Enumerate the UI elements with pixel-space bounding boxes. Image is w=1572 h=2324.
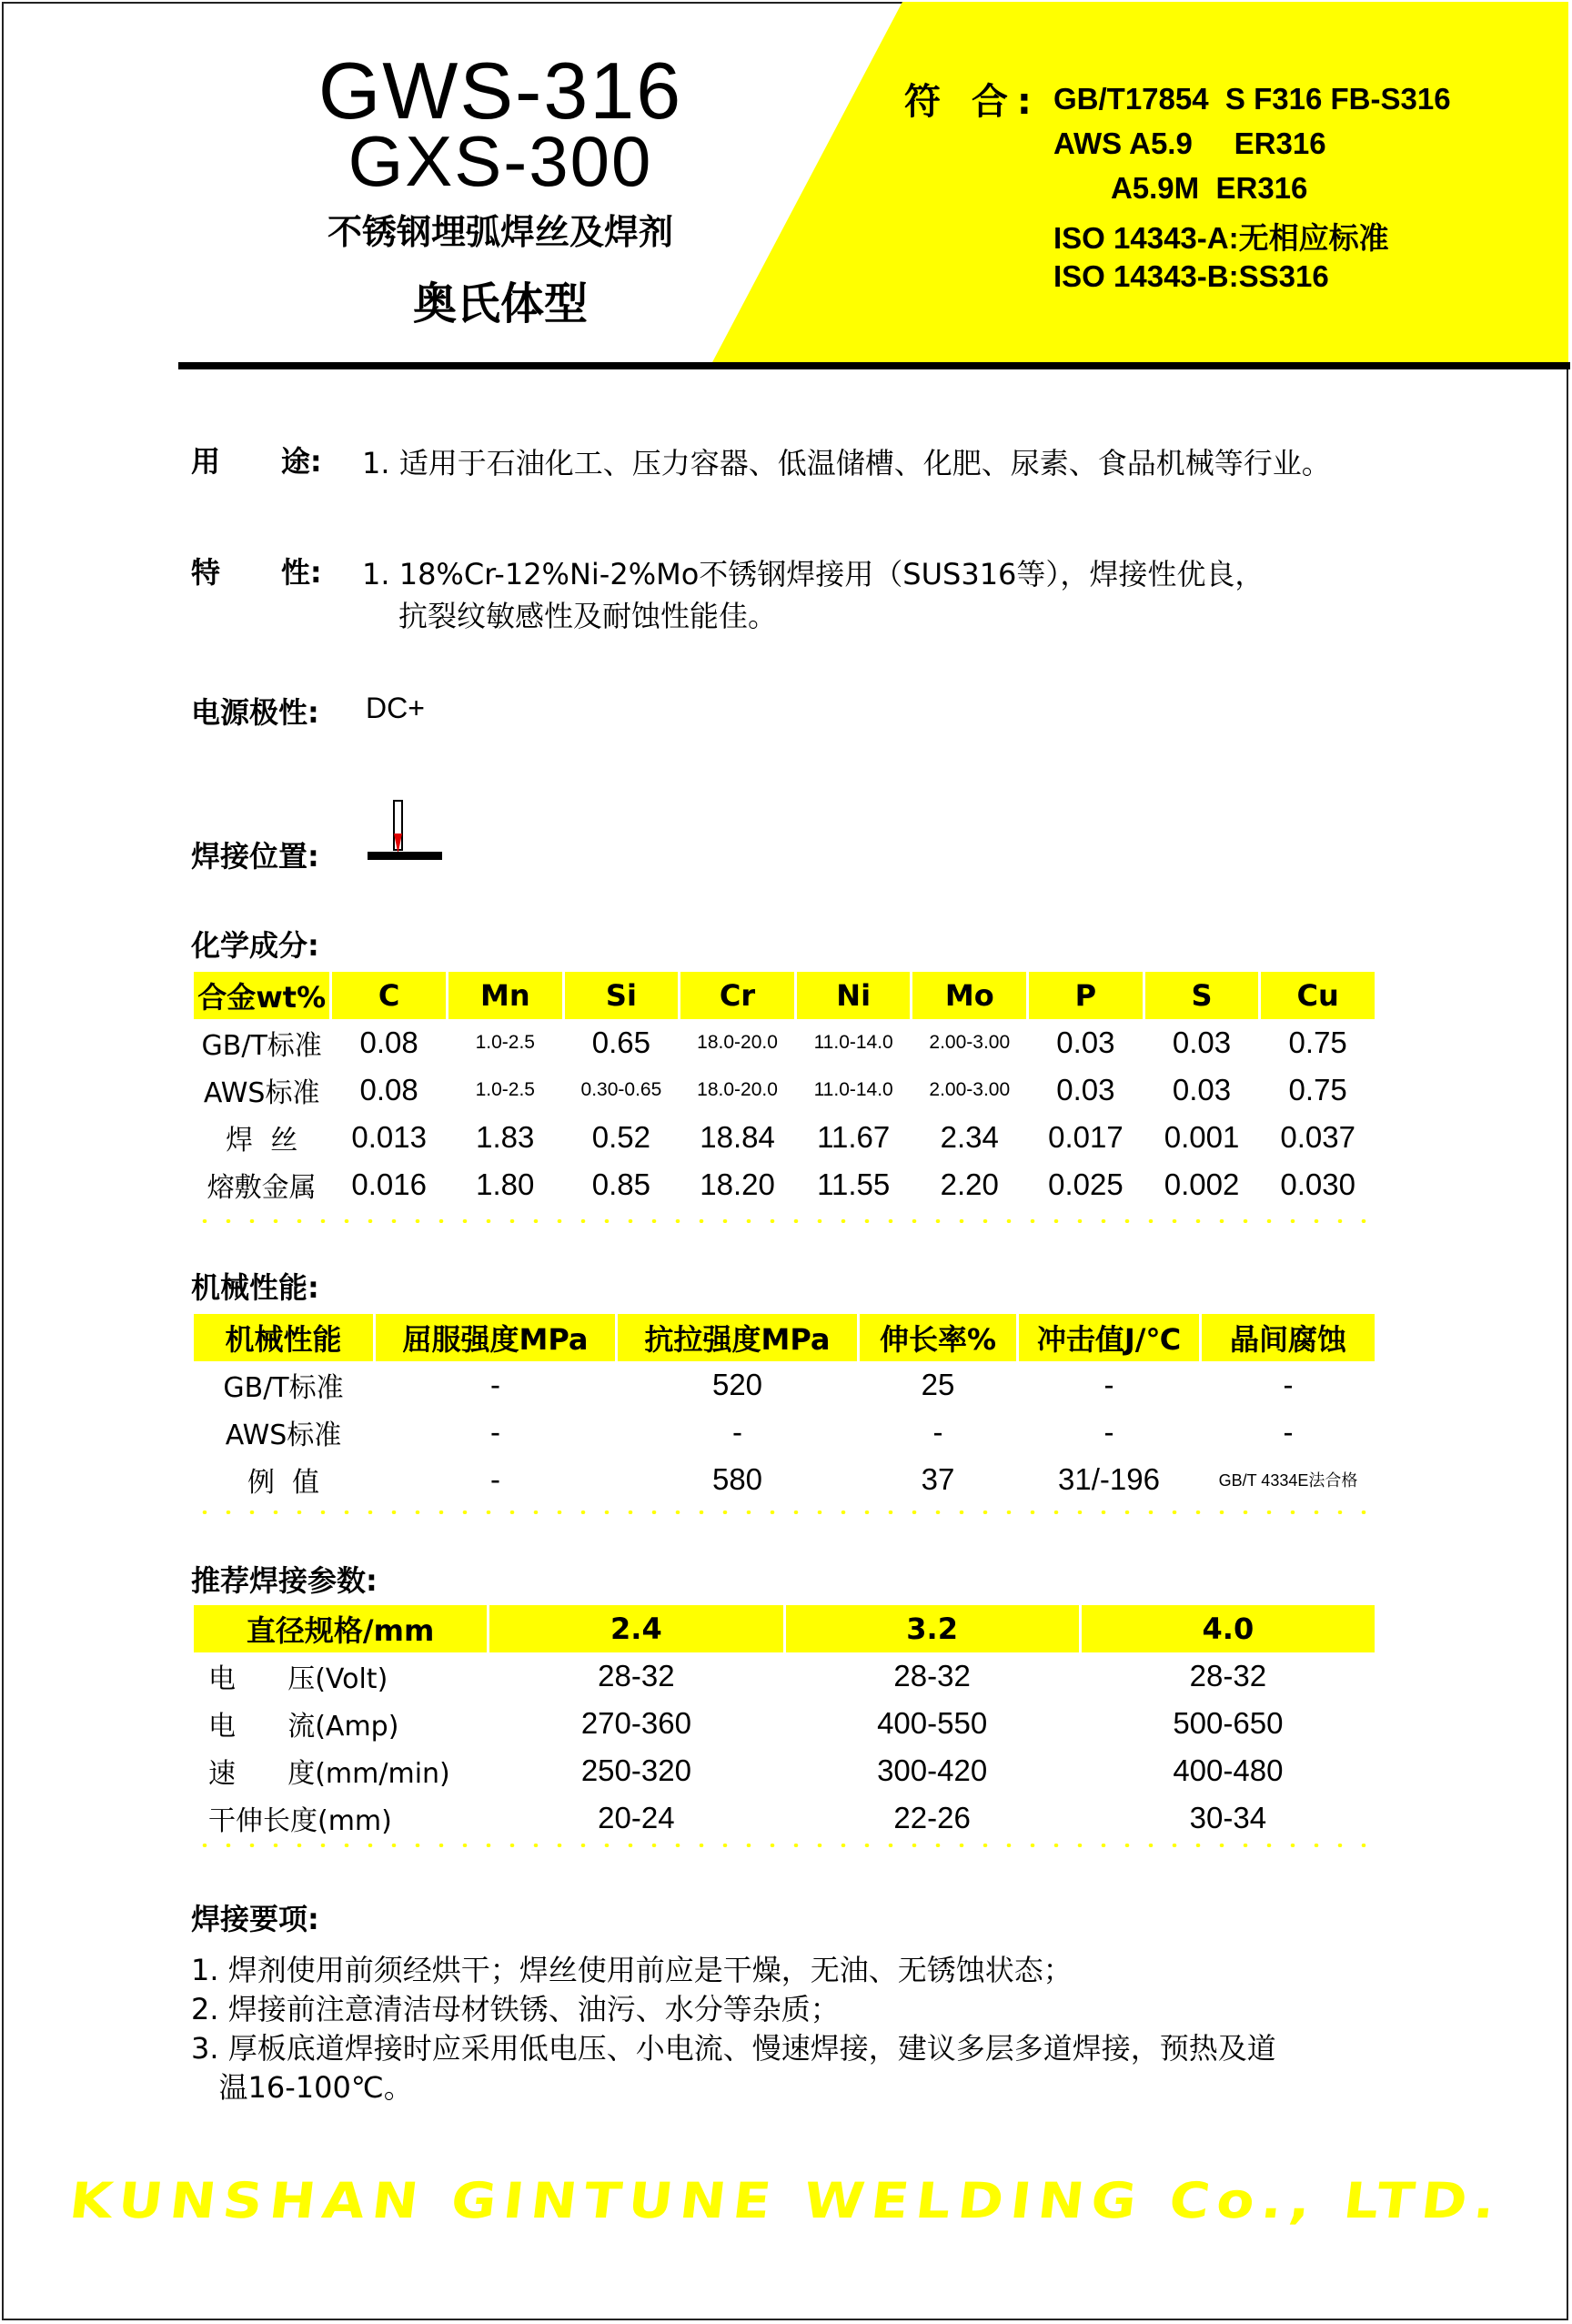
standard-line: AWS A5.9 ER316	[1053, 126, 1326, 160]
table-cell: 31/-196	[1058, 1462, 1160, 1496]
header-cell: 机械性能	[194, 1314, 373, 1361]
table-cell: 0.03	[1172, 1026, 1232, 1059]
table-cell: 22-26	[893, 1801, 971, 1834]
table-cell: 0.08	[359, 1026, 418, 1059]
features-text-line1: 1. 18%Cr-12%Ni-2%Mo不锈钢焊接用（SUS316等），焊接性优良，	[362, 557, 1265, 591]
product-title-gxs: GXS-300	[348, 121, 653, 201]
features-text-line2: 抗裂纹敏感性及耐蚀性能佳。	[398, 599, 778, 633]
table-cell: 0.75	[1288, 1026, 1347, 1059]
position-label: 焊接位置:	[191, 839, 319, 874]
standard-line: GB/T17854 S F316 FB-S316	[1053, 82, 1451, 116]
table-cell: 0.08	[359, 1073, 418, 1106]
table-cell: -	[1103, 1415, 1114, 1449]
table-cell: 0.03	[1172, 1073, 1232, 1106]
flat-welding-position-icon	[364, 797, 446, 866]
table-cell: 500-650	[1173, 1706, 1284, 1740]
table-cell: -	[1283, 1368, 1294, 1401]
header-cell: S	[1145, 972, 1259, 1019]
table-cell: 270-360	[580, 1706, 691, 1740]
header-cell: 晶间腐蚀	[1202, 1314, 1375, 1361]
table-cell: -	[732, 1415, 742, 1449]
usage-label: 用 途:	[191, 444, 322, 479]
table-row	[194, 1361, 1375, 1409]
dotted-separator	[193, 1844, 1376, 1847]
table-cell: 0.75	[1288, 1073, 1347, 1106]
polarity-label: 电源极性:	[191, 695, 319, 730]
note-item: 3. 厚板底道焊接时应采用低电压、小电流、慢速焊接，建议多层多道焊接，预热及道	[191, 2031, 1276, 2066]
table-header-row	[194, 972, 1375, 1019]
dotted-separator	[193, 1511, 1376, 1514]
table-row	[194, 1794, 1375, 1842]
parameters-section-title: 推荐焊接参数:	[191, 1563, 378, 1598]
table-row	[194, 1700, 1375, 1747]
table-header-row	[194, 1314, 1375, 1361]
table-cell: GB/T 4334E法合格	[1218, 1471, 1358, 1490]
header-cell: 3.2	[786, 1605, 1079, 1652]
usage-text: 1. 适用于石油化工、压力容器、低温储槽、化肥、尿素、食品机械等行业。	[362, 446, 1331, 480]
row-label: GB/T标准	[223, 1372, 344, 1404]
chemical-section-title: 化学成分:	[191, 928, 319, 963]
table-cell: 18.20	[700, 1167, 775, 1201]
header-cell: Ni	[797, 972, 911, 1019]
dotted-separator	[193, 1219, 1376, 1223]
header-cell: P	[1029, 972, 1143, 1019]
company-name-footer: KUNSHAN GINTUNE WELDING Co., LTD.	[66, 2172, 1506, 2230]
row-label: 速 度(mm/min)	[208, 1758, 450, 1790]
table-cell: 28-32	[598, 1659, 675, 1692]
header-cell: 抗拉强度MPa	[618, 1314, 857, 1361]
table-cell: 0.001	[1164, 1120, 1240, 1154]
table-cell: 1.80	[476, 1167, 535, 1201]
header-cell: Cr	[680, 972, 794, 1019]
product-type: 奥氏体型	[412, 280, 588, 328]
header-cell: 2.4	[489, 1605, 782, 1652]
header-cell: Cu	[1261, 972, 1375, 1019]
notes-section-title: 焊接要项:	[191, 1902, 319, 1936]
row-label: 电 压(Volt)	[208, 1663, 388, 1695]
table-cell: 0.013	[351, 1120, 427, 1154]
table-cell: 18.0-20.0	[697, 1079, 778, 1100]
table-cell: 11.55	[817, 1167, 891, 1201]
table-cell: 0.03	[1056, 1073, 1115, 1106]
table-cell: 0.30-0.65	[580, 1079, 662, 1100]
header-cell: Mo	[912, 972, 1026, 1019]
polarity-value: DC+	[366, 692, 425, 724]
product-title-gws: GWS-316	[317, 45, 683, 136]
table-cell: 30-34	[1189, 1801, 1267, 1834]
table-cell: 18.84	[700, 1120, 775, 1154]
table-cell: -	[1283, 1415, 1294, 1449]
features-label: 特 性:	[191, 555, 322, 590]
table-cell: 2.00-3.00	[929, 1032, 1011, 1053]
header-cell: Mn	[448, 972, 562, 1019]
row-label: AWS标准	[225, 1420, 342, 1451]
header-cell: 伸长率%	[860, 1314, 1016, 1361]
table-cell: -	[490, 1415, 500, 1449]
table-cell: 2.00-3.00	[929, 1079, 1011, 1100]
table-row	[194, 1409, 1375, 1456]
standard-line: A5.9M ER316	[1053, 171, 1308, 205]
table-header-row	[194, 1605, 1375, 1652]
standards-label: 符 合:	[904, 81, 1041, 123]
standard-line: ISO 14343-B:SS316	[1053, 259, 1329, 293]
table-row	[194, 1747, 1375, 1794]
table-cell: 0.002	[1164, 1167, 1240, 1201]
note-item: 温16-100℃。	[191, 2070, 413, 2105]
header-cell: 4.0	[1082, 1605, 1375, 1652]
header-cell: 直径规格/mm	[194, 1605, 487, 1652]
table-cell: 28-32	[893, 1659, 971, 1692]
row-label: 电 流(Amp)	[208, 1711, 399, 1743]
mechanical-properties-table	[191, 1314, 1377, 1503]
note-item: 1. 焊剂使用前须经烘干；焊丝使用前应是干燥，无油、无锈蚀状态；	[191, 1953, 1073, 1987]
table-cell: 250-320	[580, 1753, 691, 1787]
table-row	[194, 1019, 1375, 1066]
product-subtitle: 不锈钢埋弧焊丝及焊剂	[327, 214, 673, 252]
table-cell: 28-32	[1189, 1659, 1267, 1692]
table-cell: 0.017	[1048, 1120, 1124, 1154]
header-cell: 合金wt%	[194, 972, 329, 1019]
header-yellow-banner	[0, 0, 1572, 373]
table-cell: 18.0-20.0	[697, 1032, 778, 1053]
table-cell: -	[1103, 1368, 1114, 1401]
table-row	[194, 1161, 1375, 1208]
standard-line: ISO 14343-A:无相应标准	[1053, 221, 1389, 255]
table-cell: 400-550	[877, 1706, 988, 1740]
table-cell: 11.0-14.0	[813, 1032, 893, 1053]
header-divider	[178, 362, 1570, 369]
table-cell: 0.025	[1048, 1167, 1124, 1201]
table-cell: 1.0-2.5	[475, 1032, 535, 1053]
table-row	[194, 1114, 1375, 1161]
table-cell: 0.03	[1056, 1026, 1115, 1059]
row-label: 例 值	[247, 1467, 320, 1499]
table-cell: 520	[711, 1368, 763, 1401]
header-cell: 屈服强度MPa	[376, 1314, 615, 1361]
table-cell: 2.20	[940, 1167, 999, 1201]
table-cell: 11.67	[817, 1120, 891, 1154]
table-cell: 1.83	[476, 1120, 535, 1154]
table-cell: 0.85	[591, 1167, 651, 1201]
table-cell: 20-24	[598, 1801, 675, 1834]
table-cell: -	[490, 1462, 500, 1496]
row-label: 焊 丝	[226, 1125, 298, 1157]
table-cell: -	[490, 1368, 500, 1401]
table-cell: 0.52	[591, 1120, 651, 1154]
table-cell: 25	[921, 1368, 955, 1401]
table-cell: 400-480	[1173, 1753, 1284, 1787]
chemical-composition-table	[191, 972, 1377, 1208]
table-cell: 0.030	[1280, 1167, 1355, 1201]
note-item: 2. 焊接前注意清洁母材铁锈、油污、水分等杂质；	[191, 1992, 840, 2026]
table-row	[194, 1066, 1375, 1114]
table-cell: 0.037	[1280, 1120, 1355, 1154]
table-cell: 2.34	[940, 1120, 999, 1154]
table-cell: 580	[711, 1462, 763, 1496]
row-label: GB/T标准	[201, 1030, 322, 1062]
table-cell: -	[932, 1415, 943, 1449]
mechanical-section-title: 机械性能:	[191, 1270, 319, 1305]
table-cell: 1.0-2.5	[475, 1079, 535, 1100]
row-label: AWS标准	[203, 1077, 320, 1109]
welding-parameters-table	[191, 1605, 1377, 1842]
table-cell: 0.65	[591, 1026, 651, 1059]
header-cell: C	[332, 972, 446, 1019]
table-cell: 300-420	[877, 1753, 988, 1787]
row-label: 熔敷金属	[207, 1172, 317, 1204]
table-cell: 11.0-14.0	[813, 1079, 893, 1100]
table-cell: 37	[921, 1462, 955, 1496]
table-row	[194, 1456, 1375, 1503]
table-cell: 0.016	[351, 1167, 427, 1201]
header-cell: 冲击值J/℃	[1019, 1314, 1199, 1361]
header-cell: Si	[565, 972, 679, 1019]
row-label: 干伸长度(mm)	[208, 1805, 392, 1837]
table-row	[194, 1652, 1375, 1700]
